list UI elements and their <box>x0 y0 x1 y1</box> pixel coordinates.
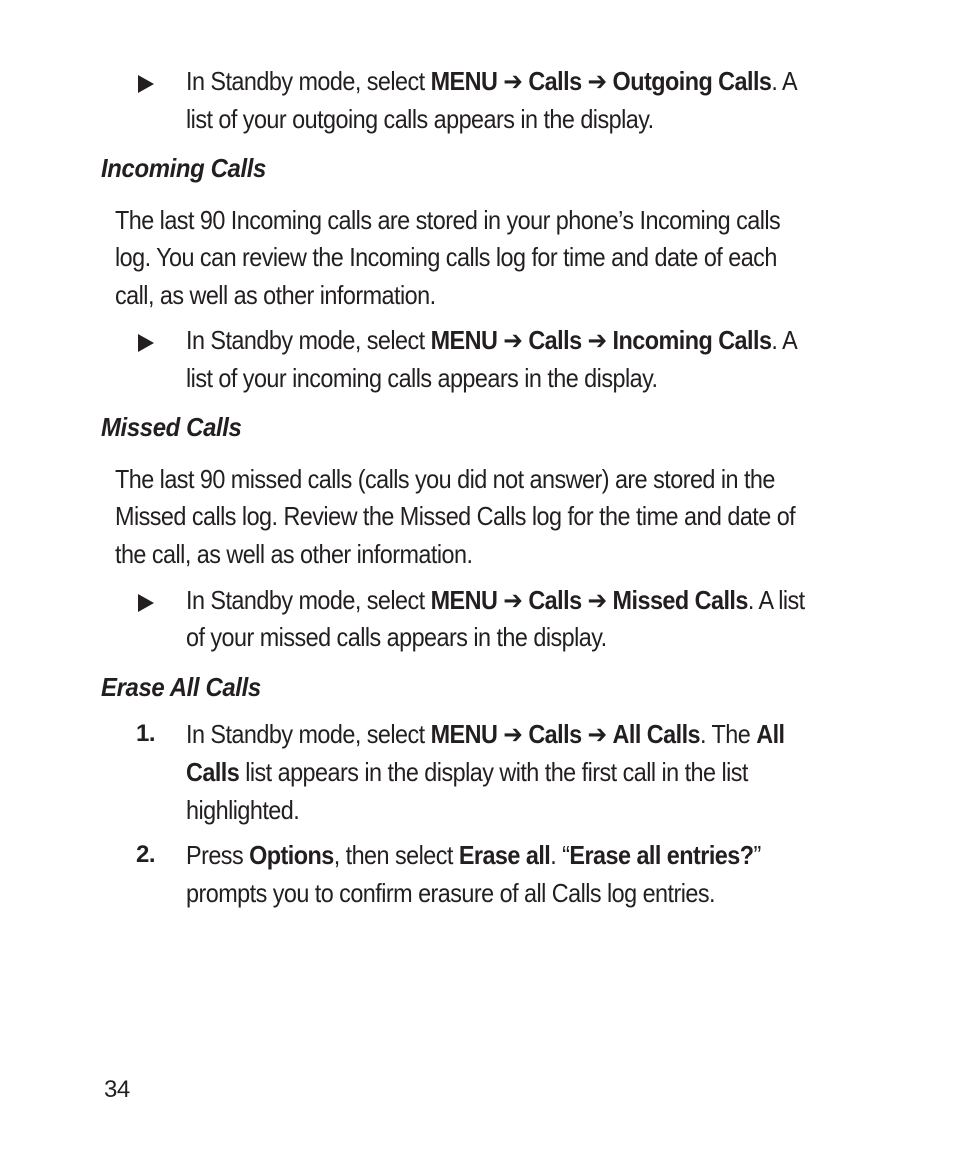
erase-step1-line-1: In Standby mode, select MENU ➔ Calls ➔ All Calls. The All <box>186 719 785 749</box>
missed-step-line-1: In Standby mode, select MENU ➔ Calls ➔ Missed Calls. A list <box>186 585 805 615</box>
erase-step1-line-2: Calls list appears in the display with the first call in the list <box>186 757 748 787</box>
menu-label: MENU <box>430 325 498 355</box>
missed-calls-heading: Missed Calls <box>101 412 242 442</box>
missed-calls-label: Missed Calls <box>612 585 748 615</box>
step-number-2: 2. <box>136 841 156 868</box>
arrow-icon: ➔ <box>503 585 523 615</box>
incoming-calls-label: Incoming Calls <box>612 325 772 355</box>
all-label: All <box>756 719 785 749</box>
incoming-para-line-1: The last 90 Incoming calls are stored in your phone’s Incoming calls <box>115 205 781 235</box>
incoming-step-line-1: In Standby mode, select MENU ➔ Calls ➔ Incoming Calls. A <box>186 325 798 355</box>
erase-step2-line-2: prompts you to confirm erasure of all Calls log entries. <box>186 878 716 908</box>
missed-para-line-3: the call, as well as other information. <box>115 539 473 569</box>
calls-label: Calls <box>528 719 582 749</box>
missed-para-line-1: The last 90 missed calls (calls you did not answer) are stored in the <box>115 464 775 494</box>
outgoing-calls-label: Outgoing Calls <box>612 66 772 96</box>
incoming-step-line-2: list of your incoming calls appears in the display. <box>186 363 658 393</box>
incoming-calls-heading: Incoming Calls <box>101 153 266 183</box>
erase-prompt-label: Erase all entries? <box>569 840 754 870</box>
calls-label: Calls <box>528 66 582 96</box>
erase-all-label: Erase all <box>458 840 551 870</box>
page-number: 34 <box>104 1076 130 1103</box>
erase-step2-line-1: Press Options, then select Erase all. “Erase all entries?” <box>186 840 761 870</box>
menu-label: MENU <box>430 585 498 615</box>
bullet-arrow-icon <box>138 75 154 93</box>
erase-step1-line-3: highlighted. <box>186 795 300 825</box>
missed-para-line-2: Missed calls log. Review the Missed Calls log for the time and date of <box>115 501 796 531</box>
calls-label: Calls <box>528 585 582 615</box>
menu-label: MENU <box>430 719 498 749</box>
outgoing-step-line-1: In Standby mode, select MENU ➔ Calls ➔ Outgoing Calls. A <box>186 66 798 96</box>
step-number-1: 1. <box>136 720 156 747</box>
arrow-icon: ➔ <box>587 585 607 615</box>
menu-label: MENU <box>430 66 498 96</box>
options-label: Options <box>249 840 334 870</box>
missed-step-line-2: of your missed calls appears in the display. <box>186 622 607 652</box>
arrow-icon: ➔ <box>587 719 607 749</box>
arrow-icon: ➔ <box>503 719 523 749</box>
calls-label: Calls <box>528 325 582 355</box>
all-calls-label: All Calls <box>612 719 701 749</box>
erase-all-calls-heading: Erase All Calls <box>101 672 261 702</box>
arrow-icon: ➔ <box>503 66 523 96</box>
arrow-icon: ➔ <box>587 325 607 355</box>
bullet-arrow-icon <box>138 334 154 352</box>
calls-bold-label: Calls <box>186 757 240 787</box>
bullet-arrow-icon <box>138 594 154 612</box>
arrow-icon: ➔ <box>503 325 523 355</box>
incoming-para-line-3: call, as well as other information. <box>115 280 436 310</box>
arrow-icon: ➔ <box>587 66 607 96</box>
outgoing-step-line-2: list of your outgoing calls appears in the display. <box>186 104 654 134</box>
incoming-para-line-2: log. You can review the Incoming calls log for time and date of each <box>115 242 777 272</box>
